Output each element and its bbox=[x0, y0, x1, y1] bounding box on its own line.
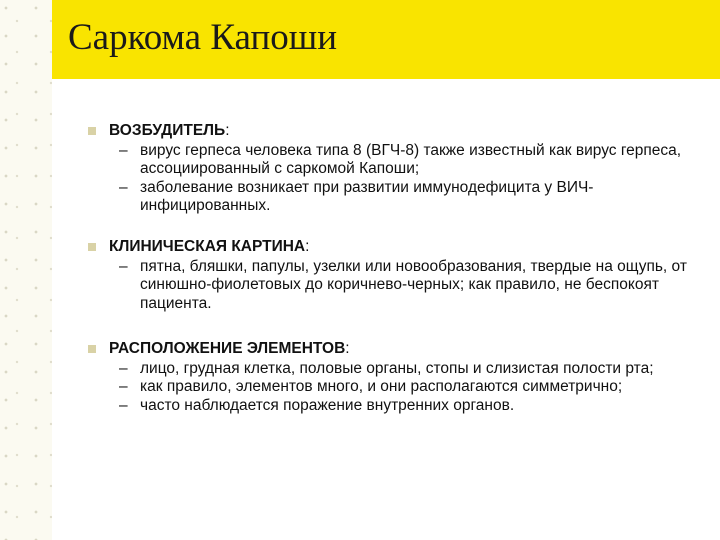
dash-bullet: – bbox=[119, 359, 128, 377]
dash-bullet: – bbox=[119, 141, 128, 159]
section-heading-row bbox=[88, 122, 698, 141]
section-heading: КЛИНИЧЕСКАЯ КАРТИНА bbox=[109, 238, 306, 255]
list-item-text: пятна, бляшки, папулы, узелки или новообразования, твердые на ощупь, от синюшно-фиолетовых до коричнево-черных; как правило, не беспокоят пациента. bbox=[140, 257, 687, 312]
heading-colon: : bbox=[345, 340, 350, 357]
list-item bbox=[88, 397, 698, 416]
section-element-location bbox=[88, 340, 698, 415]
list-item-text: часто наблюдается поражение внутренних органов. bbox=[140, 396, 515, 414]
section-heading: ВОЗБУДИТЕЛЬ bbox=[109, 122, 226, 139]
list-item bbox=[88, 179, 698, 216]
title-bar bbox=[52, 0, 720, 79]
list-item bbox=[88, 378, 698, 397]
section-heading-row bbox=[88, 340, 698, 359]
section-heading: РАСПОЛОЖЕНИЕ ЭЛЕМЕНТОВ bbox=[109, 340, 346, 357]
list-item bbox=[88, 258, 698, 314]
square-bullet-icon bbox=[88, 243, 96, 251]
slide-title: Саркома Капоши bbox=[68, 17, 338, 58]
list-item bbox=[88, 142, 698, 179]
list-item-text: вирус герпеса человека типа 8 (ВГЧ-8) также известный как вирус герпеса, ассоциированный с саркомой Капоши; bbox=[140, 141, 682, 177]
dash-bullet: – bbox=[119, 178, 128, 196]
heading-colon: : bbox=[225, 122, 230, 139]
section-clinical-picture bbox=[88, 238, 698, 313]
heading-colon: : bbox=[305, 238, 310, 255]
sub-list bbox=[88, 258, 698, 314]
section-heading-row bbox=[88, 238, 698, 257]
dash-bullet: – bbox=[119, 378, 128, 395]
list-item-text: как правило, элементов много, и они располагаются симметрично; bbox=[140, 378, 623, 395]
square-bullet-icon bbox=[88, 127, 96, 135]
section-pathogen bbox=[88, 122, 698, 216]
sub-list bbox=[88, 360, 698, 416]
square-bullet-icon bbox=[88, 345, 96, 353]
sub-list bbox=[88, 142, 698, 216]
list-item-text: заболевание возникает при развитии иммунодефицита у ВИЧ-инфицированных. bbox=[140, 178, 594, 214]
list-item bbox=[88, 360, 698, 379]
list-item-text: лицо, грудная клетка, половые органы, стопы и слизистая полости рта; bbox=[140, 359, 654, 377]
dash-bullet: – bbox=[119, 257, 128, 275]
dash-bullet: – bbox=[119, 396, 128, 414]
